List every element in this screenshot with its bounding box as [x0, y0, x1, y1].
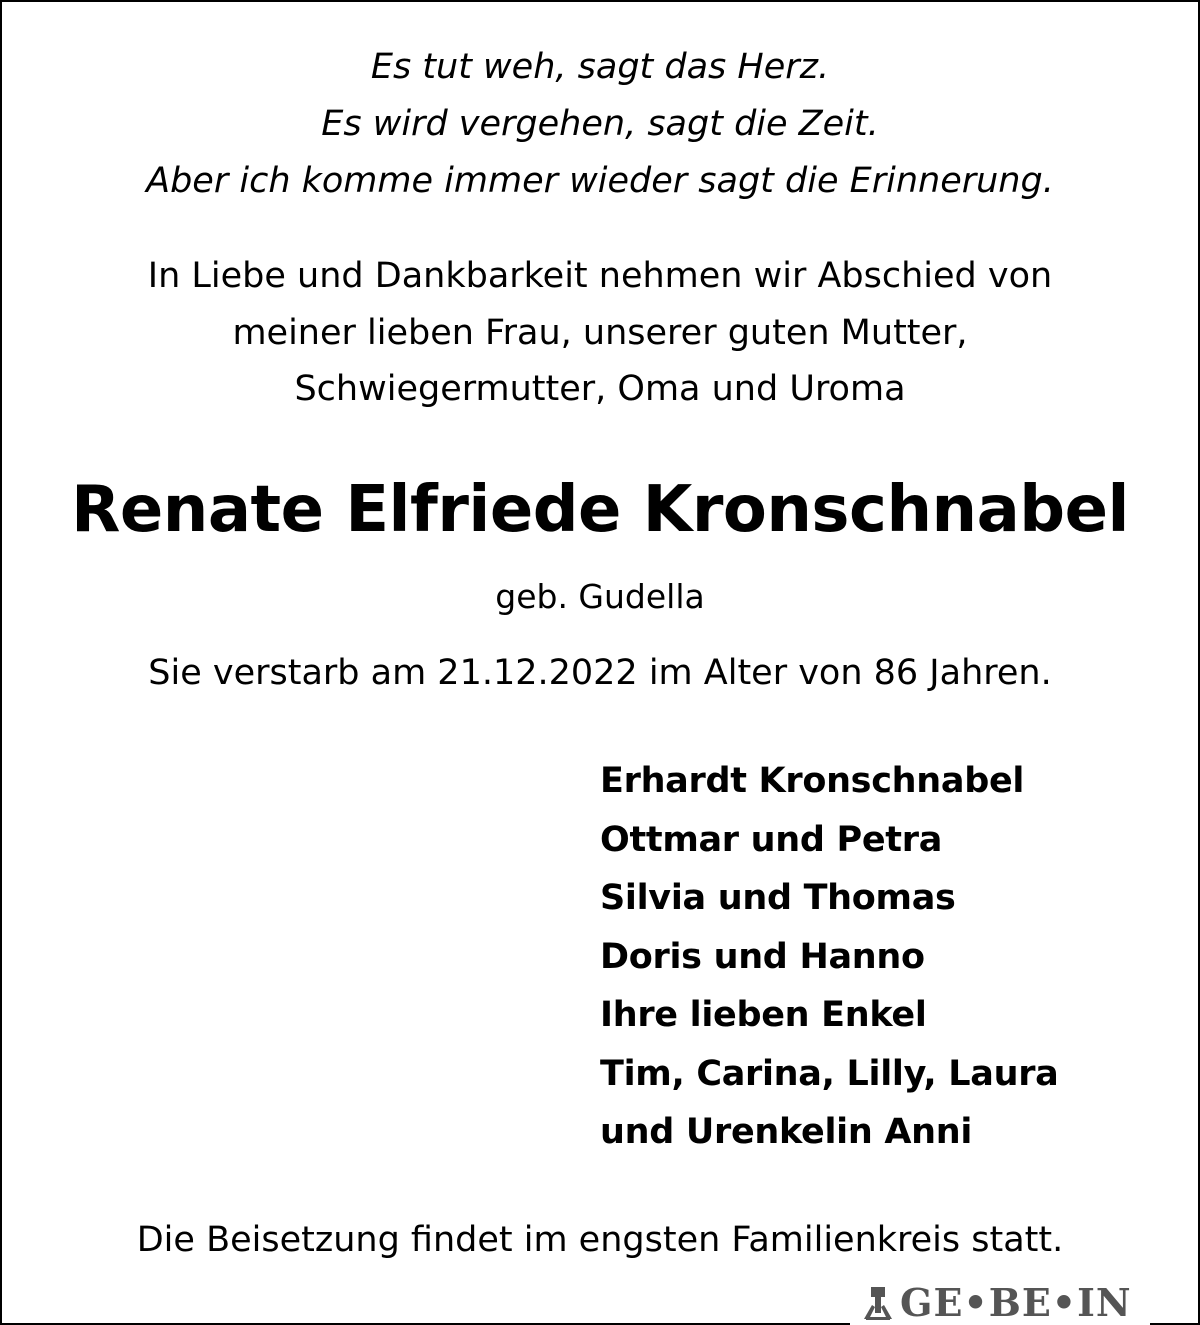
mourner-6: Tim, Carina, Lilly, Laura [600, 1053, 1059, 1094]
birth-name: geb. Gudella [495, 577, 705, 616]
gebein-logo [862, 1281, 1132, 1325]
death-note: Sie verstarb am 21.12.2022 im Alter von 86 Jahren. [148, 653, 1052, 693]
mourner-5: Ihre lieben Enkel [600, 995, 927, 1035]
intro-line-3: Schwiegermutter, Oma und Uroma [294, 369, 906, 409]
mourner-1: Erhardt Kronschnabel [600, 761, 1025, 801]
mourner-7: und Urenkelin Anni [600, 1112, 973, 1152]
quote-line-3: Aber ich komme immer wieder sagt die Erinnerung. [146, 161, 1054, 201]
mourner-2: Ottmar und Petra [600, 819, 943, 860]
closing-note: Die Beisetzung findet im engsten Familienkreis statt. [136, 1220, 1064, 1260]
quote-line-2: Es wird vergehen, sagt die Zeit. [321, 104, 879, 144]
intro-line-2: meiner lieben Frau, unserer guten Mutter, [232, 313, 968, 353]
intro-line-1: In Liebe und Dankbarkeit nehmen wir Abschied von [147, 256, 1053, 296]
mourner-4: Doris und Hanno [600, 936, 925, 977]
mourner-3: Silvia und Thomas [600, 878, 956, 918]
frame-top-border [0, 0, 1200, 2]
gebein-logo-text: GE•BE•IN [900, 1280, 1132, 1325]
deceased-name: Renate Elfriede Kronschnabel [71, 473, 1129, 547]
quote-line-1: Es tut weh, sagt das Herz. [370, 47, 830, 87]
mourners-list [600, 752, 1059, 1162]
gebein-logo-icon [862, 1285, 894, 1321]
